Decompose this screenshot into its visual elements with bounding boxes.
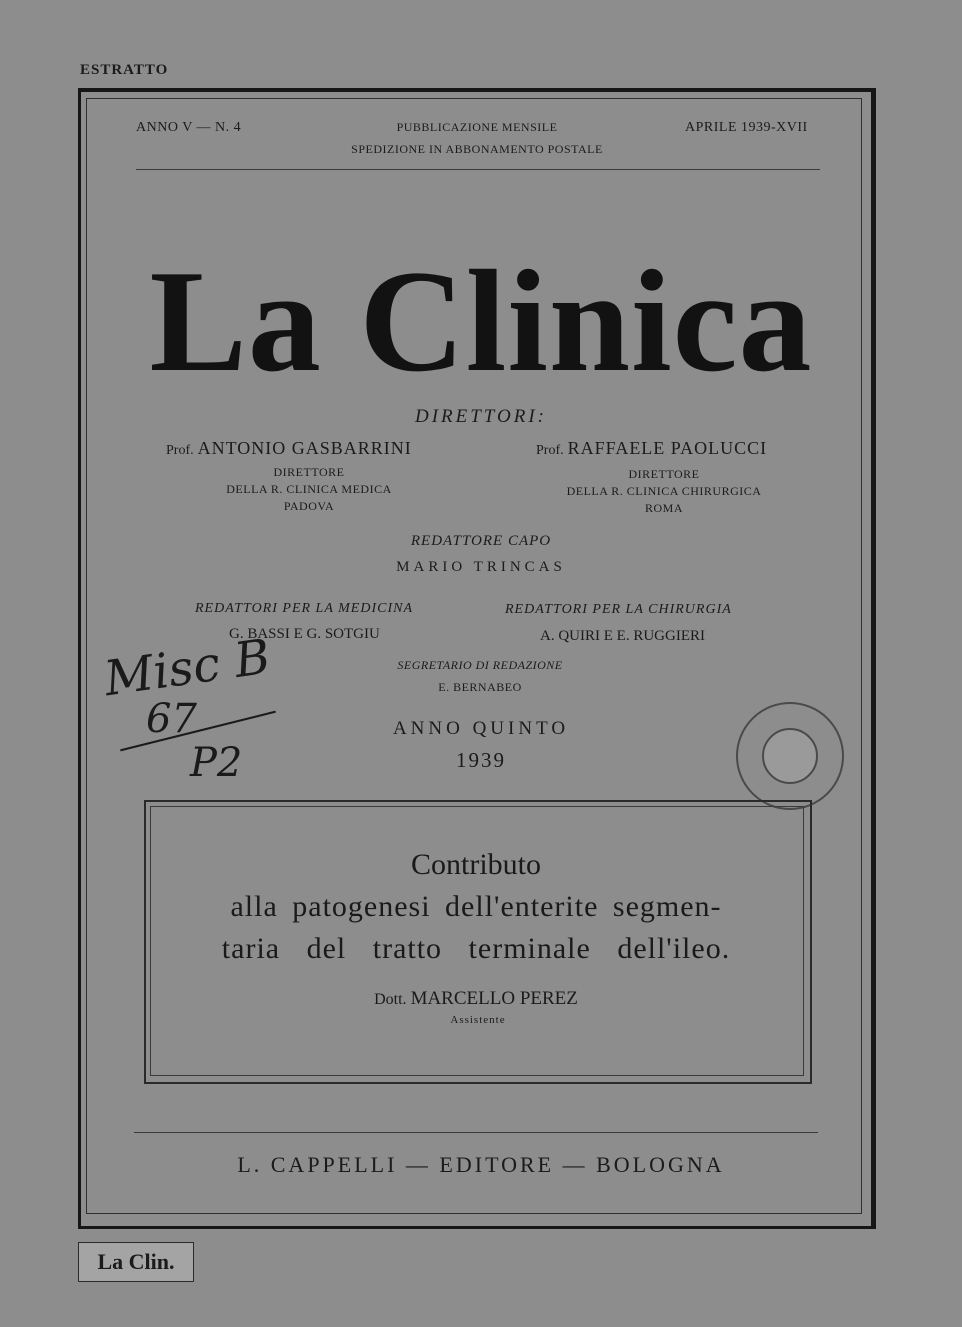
article-title-1: Contributo (410, 848, 541, 881)
secretary-label: SEGRETARIO DI REDAZIONE (397, 658, 563, 672)
article-title-3: taria del tratto terminale dell'ileo. (221, 932, 731, 965)
director-left-role1: DIRETTORE (273, 465, 345, 479)
estratto-label: ESTRATTO (80, 62, 169, 78)
director-left (166, 438, 412, 459)
publication-frequency: PUBBLICAZIONE MENSILE (396, 120, 558, 134)
author-name: MARCELLO PEREZ (410, 988, 578, 1009)
publisher: L. CAPPELLI — EDITORE — BOLOGNA (237, 1152, 725, 1177)
director-left-role2: DELLA R. CLINICA MEDICA (226, 482, 392, 496)
catalog-label: La Clin. (78, 1242, 194, 1282)
year-number: 1939 (456, 748, 506, 772)
director-right (536, 438, 767, 459)
issue-date: APRILE 1939-XVII (685, 120, 808, 135)
secretary-name: E. BERNABEO (438, 680, 522, 694)
editors-medicine-names: G. BASSI E G. SOTGIU (229, 626, 380, 642)
issue-number: ANNO V — N. 4 (136, 120, 242, 135)
journal-title: La Clinica (149, 240, 813, 402)
director-right-role (548, 466, 780, 517)
handwritten-number: 67 (146, 696, 197, 742)
editors-surgery-names: A. QUIRI E E. RUGGIERI (540, 628, 705, 644)
editors-surgery-label: REDATTORI PER LA CHIRURGIA (505, 602, 732, 617)
header-rule (136, 169, 820, 170)
director-right-role2: DELLA R. CLINICA CHIRURGICA (566, 484, 762, 498)
directors-heading: DIRETTORI: (414, 406, 548, 427)
director-right-name: RAFFAELE PAOLUCCI (567, 438, 768, 458)
director-left-city: PADOVA (283, 499, 335, 513)
author-role: Assistente (450, 1014, 506, 1026)
director-right-city: ROMA (644, 501, 683, 515)
director-right-role1: DIRETTORE (628, 467, 700, 481)
director-left-prefix: Prof. (166, 443, 194, 458)
handwritten-shelfmark: Misc B (100, 628, 274, 708)
footer-rule (134, 1132, 818, 1133)
postal-shipping: SPEDIZIONE IN ABBONAMENTO POSTALE (351, 142, 603, 156)
director-left-name: ANTONIO GASBARRINI (197, 438, 412, 458)
editor-in-chief-name: MARIO TRINCAS (396, 559, 566, 575)
article-author (150, 988, 802, 1010)
author-prefix: Dott. (374, 991, 407, 1008)
library-stamp-center (762, 728, 818, 784)
editor-in-chief-label: REDATTORE CAPO (410, 533, 552, 549)
article-title-2: alla patogenesi dell'enterite segmen- (230, 890, 722, 923)
editors-medicine-label: REDATTORI PER LA MEDICINA (195, 601, 414, 616)
year-label: ANNO QUINTO (392, 718, 570, 739)
director-right-prefix: Prof. (536, 443, 564, 458)
director-left-role (200, 464, 418, 515)
handwritten-code: P2 (190, 740, 243, 786)
